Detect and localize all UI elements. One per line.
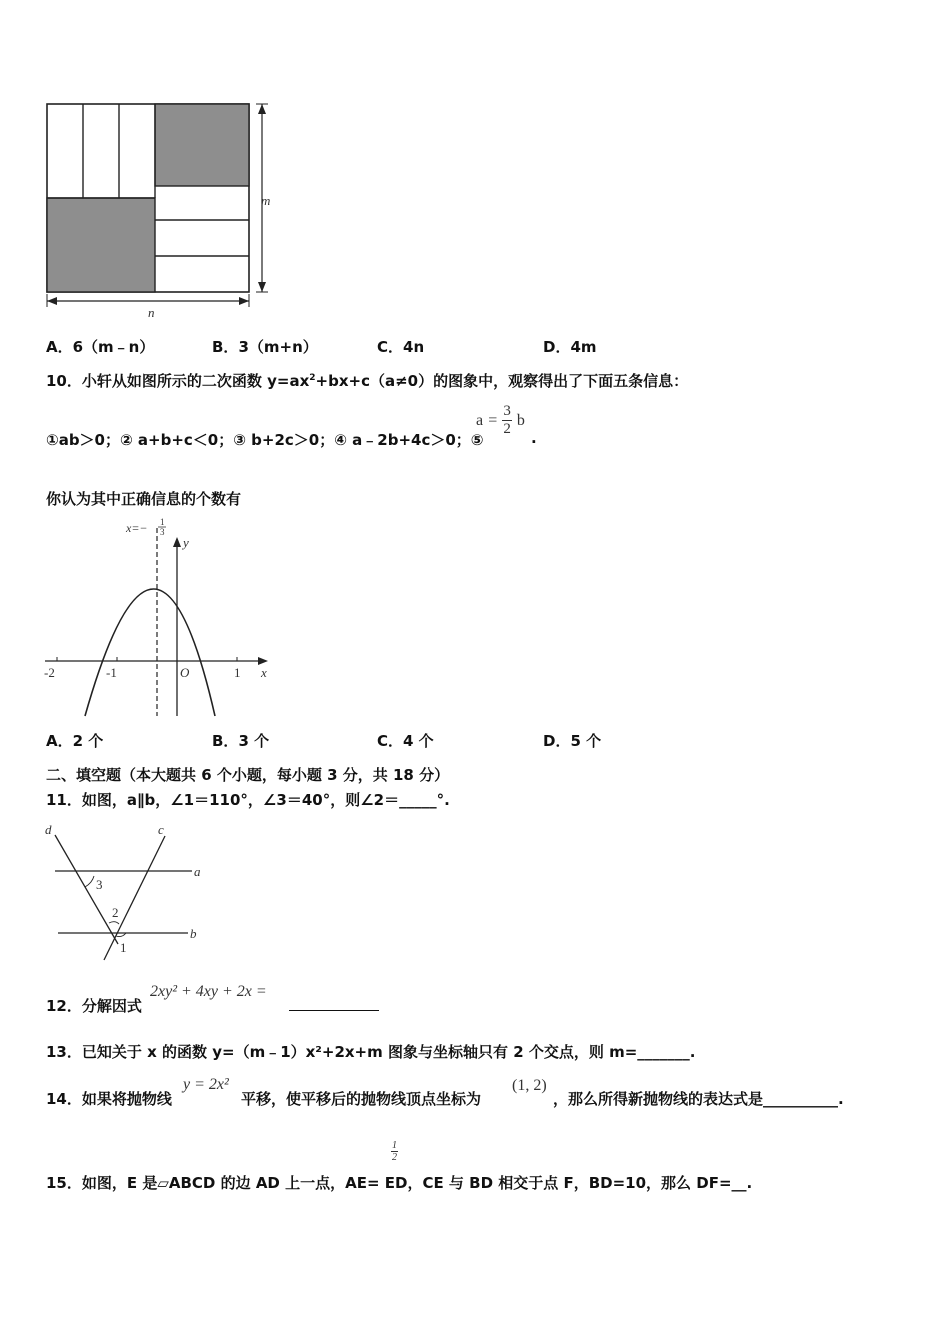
- q9-option-a: A．6（m﹣n）: [46, 338, 155, 356]
- q11-label-a: a: [194, 864, 201, 879]
- q10-stem: 10．小轩从如图所示的二次函数 $y=ax^2+bx+c(a\ne 0)$的图象中，观察得出了下面五条信息：: [46, 372, 689, 390]
- q10-parabola-graph: [40, 518, 280, 723]
- q15-fraction: $\frac{1}{2}$: [392, 1140, 397, 1163]
- q10-option-d: D．5 个: [543, 732, 602, 750]
- q10-option-c: C．4 个: [377, 732, 434, 750]
- q11-parallel-lines-figure: [40, 820, 220, 970]
- q11-stem: 11．如图，a∥b，∠1＝110°，∠3＝40°，则∠2＝_____°.: [46, 791, 450, 809]
- q14-parabola-expression: y = 2x²: [183, 1076, 229, 1093]
- q9-grey-square-bottom: [47, 198, 155, 292]
- q10-tick-neg2: -2: [44, 665, 55, 680]
- q9-label-m: m: [261, 193, 271, 208]
- q10-info-end: .: [531, 429, 537, 447]
- q12-expression: 2xy² + 4xy + 2x =: [150, 983, 267, 1000]
- q9-grey-square-top: [155, 104, 249, 186]
- q11-label-b: b: [190, 926, 197, 941]
- q14-suffix: ，那么所得新抛物线的表达式是__________.: [553, 1090, 844, 1108]
- q14-vertex-point: (1, 2): [512, 1077, 547, 1094]
- q9-option-d: D．4m: [543, 338, 597, 356]
- q10-info5-formula: a = $\frac{3}{2}$ b: [476, 403, 525, 437]
- q9-label-n: n: [148, 305, 155, 320]
- q11-label-2: 2: [112, 905, 119, 920]
- q10-x-label: x: [261, 665, 267, 680]
- q10-origin-label: O: [180, 665, 190, 680]
- q11-label-d: d: [45, 822, 52, 837]
- q9-option-c: C．4n: [377, 338, 425, 356]
- q15-stem: 15．如图，E 是▱ABCD 的边 AD 上一点，AE= ED，CE 与 BD 相交于点 F，BD=10，那么 DF=__.: [46, 1174, 753, 1192]
- q10-question: 你认为其中正确信息的个数有: [46, 490, 242, 508]
- q10-tick-neg1: -1: [106, 665, 117, 680]
- q10-sym-den: 3: [160, 527, 165, 537]
- q11-label-3: 3: [96, 877, 103, 892]
- q14-middle: 平移，使平移后的抛物线顶点坐标为: [241, 1090, 482, 1108]
- q10-parabola-curve: [85, 589, 215, 716]
- q11-label-1: 1: [120, 940, 127, 955]
- q10-tick-1: 1: [234, 665, 241, 680]
- q10-sym-label: x=−: [126, 521, 148, 535]
- section-2-title: 二、填空题（本大题共 6 个小题，每小题 3 分，共 18 分）: [46, 766, 450, 784]
- q13-stem: 13．已知关于 x 的函数 y=（m﹣1）x²+2x+m 图象与坐标轴只有 2 个交点，则 m=_______.: [46, 1043, 696, 1061]
- q12-answer-blank[interactable]: [289, 998, 379, 1011]
- q10-option-b: B．3 个: [212, 732, 270, 750]
- q11-label-c: c: [158, 822, 164, 837]
- q10-info-line: ①ab＞0；② a+b+c＜0；③ b+2c＞0；④ a﹣2b+4c＞0；⑤: [46, 431, 484, 449]
- q9-rectangle-figure: [40, 95, 280, 325]
- q10-option-a: A．2 个: [46, 732, 104, 750]
- q9-option-b: B．3（m+n）: [212, 338, 318, 356]
- q10-y-label: y: [183, 535, 189, 550]
- q10-sym-num: 1: [160, 518, 165, 527]
- q12-prefix: 12．分解因式: [46, 997, 142, 1015]
- q14-prefix: 14．如果将抛物线: [46, 1090, 172, 1108]
